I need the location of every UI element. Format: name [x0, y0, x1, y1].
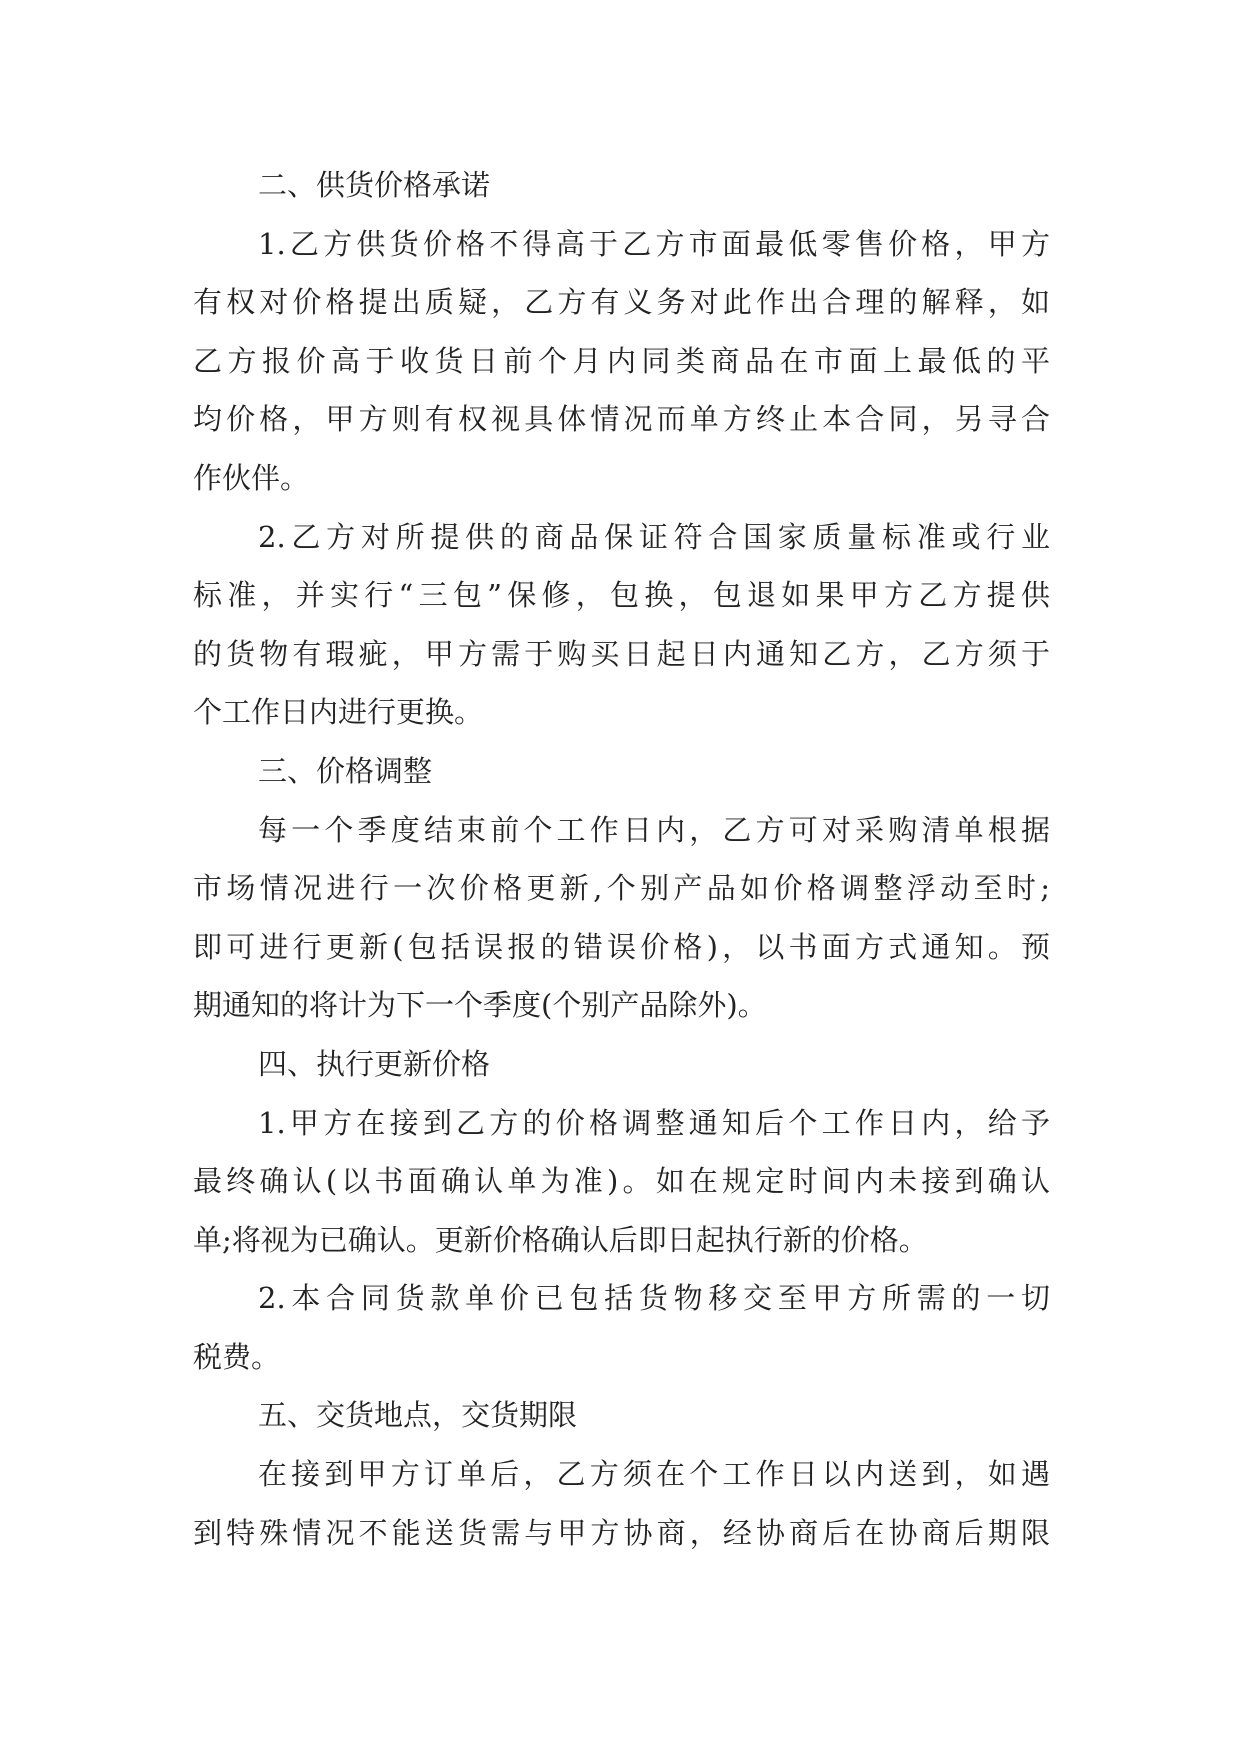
- paragraph-line: 2.乙方对所提供的商品保证符合国家质量标准或行业: [258, 519, 1050, 554]
- paragraph-line: 到特殊情况不能送货需与甲方协商，经协商后在协商后期限: [193, 1515, 1050, 1550]
- paragraph-line: 有权对价格提出质疑，乙方有义务对此作出合理的解释，如: [193, 285, 1050, 320]
- paragraph-line: 在接到甲方订单后，乙方须在个工作日以内送到，如遇: [258, 1457, 1050, 1492]
- section-heading: 三、价格调整: [258, 753, 433, 788]
- paragraph-line: 均价格，甲方则有权视具体情况而单方终止本合同，另寻合: [193, 402, 1050, 437]
- paragraph-line: 1.乙方供货价格不得高于乙方市面最低零售价格，甲方: [258, 226, 1050, 261]
- paragraph-line: 市场情况进行一次价格更新,个别产品如价格调整浮动至时;: [193, 871, 1050, 906]
- paragraph-line: 最终确认(以书面确认单为准)。如在规定时间内未接到确认: [193, 1164, 1050, 1199]
- paragraph-line: 个工作日内进行更换。: [193, 695, 484, 730]
- document-body: [193, 156, 1050, 1562]
- paragraph-line: 单;将视为已确认。更新价格确认后即日起执行新的价格。: [193, 1222, 928, 1257]
- paragraph-line: 乙方报价高于收货日前个月内同类商品在市面上最低的平: [193, 343, 1050, 378]
- paragraph-line: 1.甲方在接到乙方的价格调整通知后个工作日内，给予: [258, 1105, 1050, 1140]
- paragraph-line: 即可进行更新(包括误报的错误价格)，以书面方式通知。预: [193, 929, 1050, 964]
- paragraph-line: 2.本合同货款单价已包括货物移交至甲方所需的一切: [258, 1281, 1050, 1316]
- section-heading: 四、执行更新价格: [258, 1046, 491, 1081]
- section-heading: 五、交货地点，交货期限: [258, 1398, 578, 1433]
- section-heading: 二、供货价格承诺: [258, 168, 491, 202]
- paragraph-line: 税费。: [193, 1339, 281, 1374]
- paragraph-line: 期通知的将计为下一个季度(个别产品除外)。: [193, 988, 767, 1023]
- paragraph-line: 标准，并实行“三包”保修，包换，包退如果甲方乙方提供: [193, 578, 1050, 613]
- paragraph-line: 的货物有瑕疵，甲方需于购买日起日内通知乙方，乙方须于: [193, 636, 1050, 671]
- paragraph-line: 作伙伴。: [193, 460, 310, 495]
- paragraph-line: 每一个季度结束前个工作日内，乙方可对采购清单根据: [258, 812, 1050, 847]
